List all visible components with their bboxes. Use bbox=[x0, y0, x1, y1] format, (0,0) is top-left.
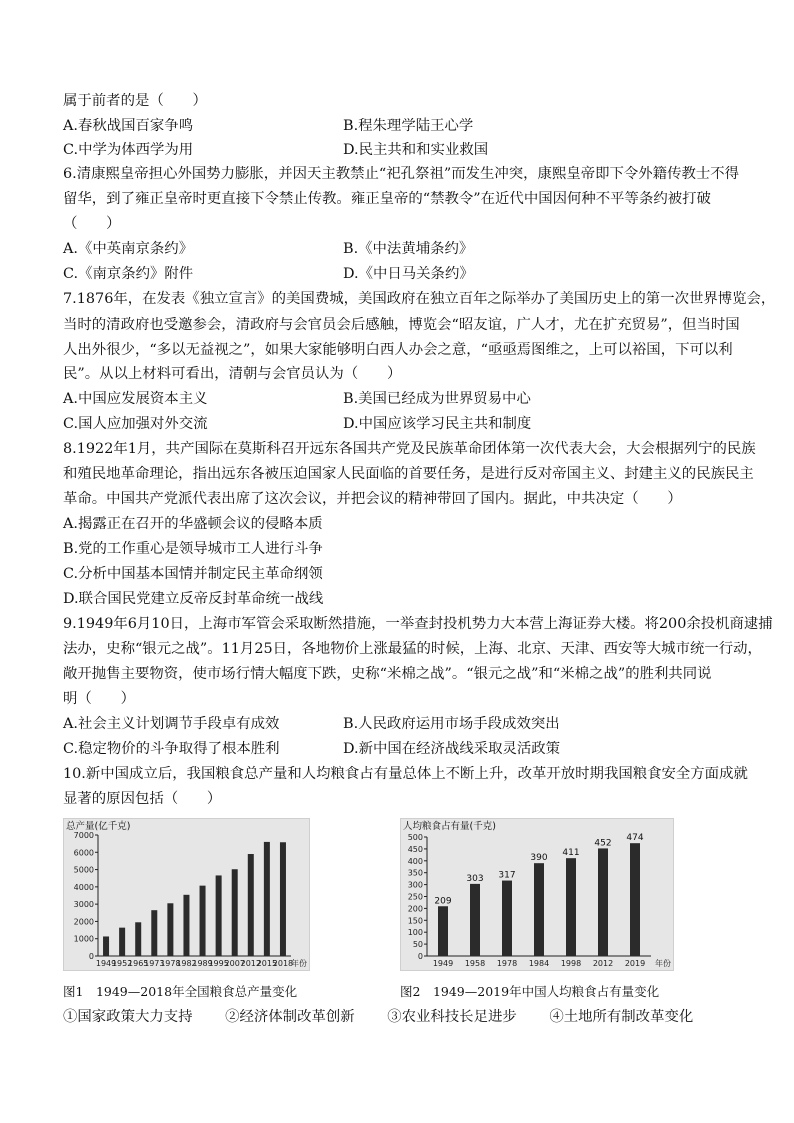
x-tick-label: 2007 bbox=[224, 959, 245, 968]
x-tick-label: 1984 bbox=[528, 959, 550, 968]
q8-option-d: D.联合国民党建立反帝反封革命统一战线 bbox=[63, 591, 324, 607]
q6-option-b: B.《中法黄埔条约》 bbox=[343, 241, 474, 257]
bar-1965 bbox=[135, 922, 141, 956]
q10-line-1: 10.新中国成立后，我国粮食总产量和人均粮食占有量总体上不断上升，改革开放时期我国粮食安全方面成就 bbox=[63, 766, 748, 782]
q9-line-1: 9.1949年6月10日，上海市军管会采取断然措施，一举查封投机势力大本营上海证券大楼。将200余投机商逮捕 bbox=[63, 616, 773, 632]
q9-line-3: 敞开抛售主要物资，使市场行情大幅度下跌，史称“米棉之战”。“银元之战”和“米棉之战”的胜利共同说 bbox=[63, 666, 712, 682]
q8-line-3: 革命。中国共产党派代表出席了这次会议，并把会议的精神带回了国内。据此，中共决定（ ） bbox=[63, 491, 682, 507]
y-tick-label: 4000 bbox=[73, 882, 94, 892]
bar-1984 bbox=[534, 863, 544, 956]
x-tick-label: 1965 bbox=[128, 959, 149, 968]
bar-1982 bbox=[183, 895, 189, 956]
q6-option-a: A.《中英南京条约》 bbox=[63, 241, 194, 257]
bar-2007 bbox=[232, 869, 238, 956]
q8-line-2: 和殖民地革命理论，指出远东各被压迫国家人民面临的首要任务，是进行反对帝国主义、封建主义的民族民主 bbox=[63, 466, 754, 482]
y-axis-title: 人均粮食占有量(千克) bbox=[403, 821, 496, 832]
x-tick-label: 2012 bbox=[592, 959, 614, 968]
figure-1-caption: 图1 1949—2018年全国粮食总产量变化 bbox=[63, 984, 298, 999]
q10-choice-1: ①国家政策大力支持 bbox=[63, 1009, 193, 1025]
x-tick-label: 1949 bbox=[95, 959, 117, 968]
figure-1-svg bbox=[64, 819, 309, 970]
bar-1949 bbox=[438, 906, 448, 956]
x-tick-label: 1978 bbox=[496, 959, 518, 968]
q8-option-a: A.揭露正在召开的华盛顿会议的侵略本质 bbox=[63, 516, 323, 532]
y-tick-label: 150 bbox=[407, 916, 423, 926]
y-tick-label: 50 bbox=[412, 940, 423, 950]
q7-option-d: D.中国应该学习民主共和制度 bbox=[343, 416, 532, 432]
q6-line-3: （ ） bbox=[63, 216, 121, 232]
y-tick-label: 400 bbox=[407, 856, 423, 866]
x-unit-label: 年份 bbox=[291, 959, 307, 968]
q5-option-b: B.程朱理学陆王心学 bbox=[343, 118, 474, 134]
y-tick-label: 5000 bbox=[73, 865, 94, 875]
bar-2018 bbox=[280, 842, 286, 956]
data-label-1978: 317 bbox=[498, 870, 516, 881]
q10-line-2: 显著的原因包括（ ） bbox=[63, 791, 222, 807]
data-label-2012: 452 bbox=[594, 838, 612, 849]
q7-line-4: 民”。从以上材料可看出，清朝与会官员认为（ ） bbox=[63, 366, 402, 382]
q8-option-c: C.分析中国基本国情并制定民主革命纲领 bbox=[63, 566, 323, 582]
y-tick-label: 200 bbox=[407, 904, 423, 914]
q10-choices bbox=[63, 1007, 721, 1027]
figure-2-chart bbox=[400, 818, 674, 971]
bar-2012 bbox=[598, 848, 608, 956]
y-tick-label: 350 bbox=[407, 868, 423, 878]
x-tick-label: 2018 bbox=[272, 959, 294, 968]
q7-option-b: B.美国已经成为世界贸易中心 bbox=[343, 391, 531, 407]
x-tick-label: 1978 bbox=[160, 959, 181, 968]
q5-option-a: A.春秋战国百家争鸣 bbox=[63, 118, 194, 134]
q8-line-1: 8.1922年1月，共产国际在莫斯科召开远东各国共产党及民族革命团体第一次代表大会，大会根据列宁的民族 bbox=[63, 441, 756, 457]
data-label-1984: 390 bbox=[530, 853, 548, 864]
x-tick-label: 1958 bbox=[464, 959, 486, 968]
x-tick-label: 1995 bbox=[208, 959, 229, 968]
q7-line-3: 人出外很少，“多以无益视之”，如果大家能够明白西人办会之意，“亟亟焉图维之，上可以裕国，下可以利 bbox=[63, 342, 733, 358]
x-tick-label: 2019 bbox=[624, 959, 646, 968]
figure-2-svg bbox=[401, 819, 673, 970]
q7-option-c: C.国人应加强对外交流 bbox=[63, 416, 208, 432]
bar-2019 bbox=[630, 843, 640, 956]
y-tick-label: 6000 bbox=[73, 848, 94, 858]
y-tick-label: 500 bbox=[407, 833, 423, 842]
q9-line-2: 法办，史称“银元之战”。11月25日，各地物价上涨最猛的时候，上海、北京、天津、西安等大城市统一行动， bbox=[63, 641, 762, 657]
figure-1-chart bbox=[63, 818, 310, 971]
y-tick-label: 100 bbox=[407, 928, 423, 938]
q5-option-c: C.中学为体西学为用 bbox=[63, 142, 194, 158]
q10-choice-3: ③农业科技长足进步 bbox=[387, 1009, 517, 1025]
bar-1958 bbox=[470, 884, 480, 956]
data-label-1998: 411 bbox=[562, 848, 580, 859]
x-unit-label: 年份 bbox=[655, 959, 671, 968]
bar-1995 bbox=[216, 875, 222, 956]
q10-choice-4: ④土地所有制改革变化 bbox=[549, 1009, 694, 1025]
q5-stem-tail: 属于前者的是（ ） bbox=[63, 93, 207, 109]
q6-option-d: D.《中日马关条约》 bbox=[343, 266, 474, 282]
x-tick-label: 2015 bbox=[256, 959, 278, 968]
x-tick-label: 1989 bbox=[192, 959, 213, 968]
data-label-2019: 474 bbox=[626, 833, 644, 844]
y-tick-label: 7000 bbox=[73, 831, 94, 840]
q7-line-1: 7.1876年，在发表《独立宣言》的美国费城，美国政府在独立百年之际举办了美国历史上的第一次世界博览会， bbox=[63, 291, 776, 307]
y-tick-label: 300 bbox=[407, 880, 423, 890]
data-label-1958: 303 bbox=[466, 873, 484, 884]
y-tick-label: 1000 bbox=[73, 934, 94, 944]
x-tick-label: 1973 bbox=[144, 959, 165, 968]
bar-1989 bbox=[200, 886, 206, 956]
x-tick-label: 1952 bbox=[111, 959, 133, 968]
q6-line-1: 6.清康熙皇帝担心外国势力膨胀，并因天主教禁止“祀孔祭祖”而发生冲突，康熙皇帝即下令外籍传教士不得 bbox=[63, 166, 740, 182]
x-tick-label: 1998 bbox=[560, 959, 582, 968]
q9-line-4: 明（ ） bbox=[63, 691, 135, 707]
y-tick-label: 0 bbox=[88, 952, 94, 961]
q6-option-c: C.《南京条约》附件 bbox=[63, 266, 194, 282]
bar-1978 bbox=[167, 903, 173, 956]
q9-option-b: B.人民政府运用市场手段成效突出 bbox=[343, 716, 560, 732]
q9-option-a: A.社会主义计划调节手段卓有成效 bbox=[63, 716, 280, 732]
y-tick-label: 450 bbox=[407, 844, 423, 854]
q10-choice-2: ②经济体制改革创新 bbox=[225, 1009, 355, 1025]
x-tick-label: 1982 bbox=[176, 959, 197, 968]
y-axis-title: 总产量(亿千克) bbox=[66, 821, 131, 832]
y-tick-label: 2000 bbox=[73, 917, 94, 927]
bar-1949 bbox=[103, 936, 109, 956]
bar-2012 bbox=[248, 854, 254, 956]
x-tick-label: 2012 bbox=[240, 959, 261, 968]
q7-option-a: A.中国应发展资本主义 bbox=[63, 391, 208, 407]
x-tick-label: 1949 bbox=[432, 959, 454, 968]
figure-2-caption: 图2 1949—2019年中国人均粮食占有量变化 bbox=[400, 984, 660, 999]
bar-1973 bbox=[151, 910, 157, 956]
y-tick-label: 3000 bbox=[73, 900, 94, 910]
q9-option-d: D.新中国在经济战线采取灵活政策 bbox=[343, 741, 561, 757]
q7-line-2: 当时的清政府也受邀参会，清政府与会官员会后感触，博览会“昭友谊，广人才，尤在扩充贸易”，但当时国 bbox=[63, 317, 740, 333]
q9-option-c: C.稳定物价的斗争取得了根本胜利 bbox=[63, 741, 280, 757]
bar-1952 bbox=[119, 928, 125, 956]
bar-1998 bbox=[566, 858, 576, 956]
y-tick-label: 250 bbox=[407, 892, 423, 902]
bar-2015 bbox=[264, 842, 270, 956]
bar-1978 bbox=[502, 881, 512, 956]
data-label-1949: 209 bbox=[434, 896, 452, 907]
q8-option-b: B.党的工作重心是领导城市工人进行斗争 bbox=[63, 541, 323, 557]
q6-line-2: 留华，到了雍正皇帝时更直接下令禁止传教。雍正皇帝的“禁教令”在近代中国因何种不平等条约被打破 bbox=[63, 191, 711, 207]
y-tick-label: 0 bbox=[417, 952, 423, 961]
q5-option-d: D.民主共和和实业救国 bbox=[343, 142, 489, 158]
